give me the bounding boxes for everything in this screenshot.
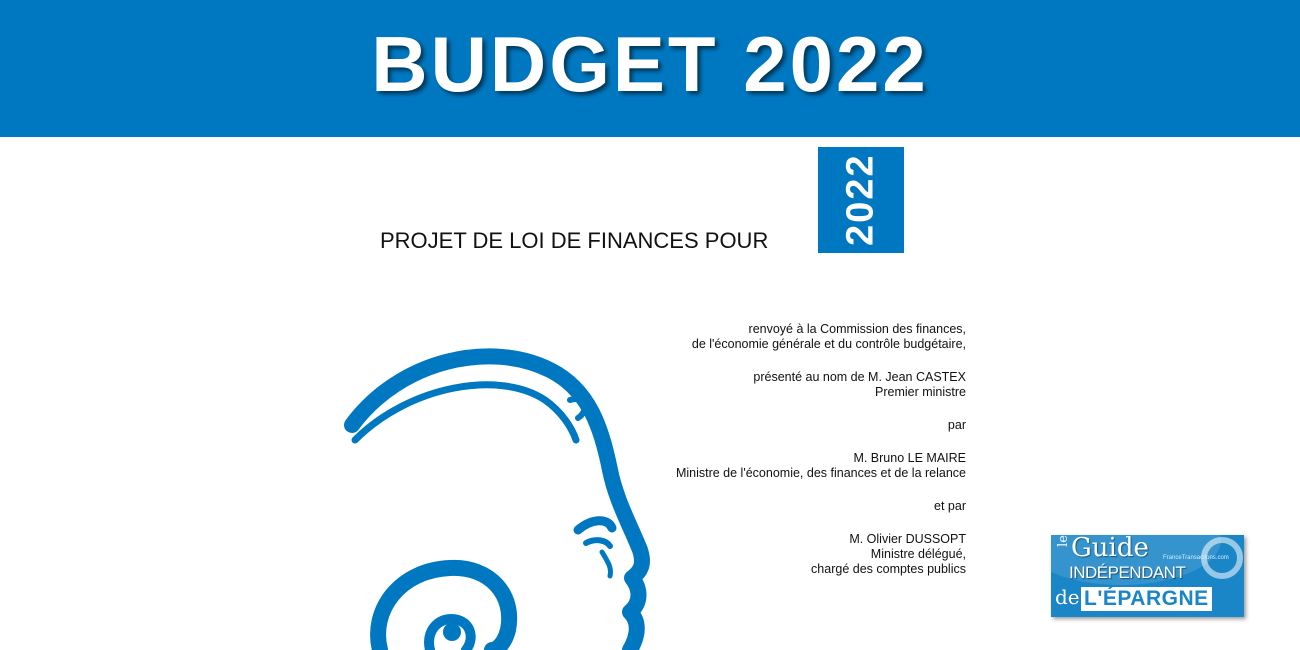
marianne-profile-icon — [340, 340, 740, 650]
credits-line: Ministre délégué, — [870, 547, 966, 561]
credits-line: par — [947, 418, 966, 432]
credits-line: présenté au nom de M. Jean CASTEX — [753, 370, 966, 384]
logo-text-site: FranceTransactions.com — [1163, 555, 1229, 561]
guide-epargne-logo[interactable] — [1051, 535, 1244, 617]
logo-text-de: de — [1055, 585, 1080, 609]
credits-line: M. Bruno LE MAIRE — [853, 451, 966, 465]
year-box — [818, 147, 904, 253]
header-banner — [0, 0, 1300, 137]
logo-text-independant: INDÉPENDANT — [1069, 563, 1186, 582]
credits-line: M. Olivier DUSSOPT — [849, 532, 966, 546]
credits-line: chargé des comptes publics — [811, 562, 966, 576]
year-label: 2022 — [839, 153, 882, 247]
logo-text-guide: Guide — [1071, 535, 1149, 563]
credits-line: et par — [934, 499, 966, 513]
logo-text-le: le — [1056, 535, 1071, 547]
credits-line: renvoyé à la Commission des finances, — [748, 322, 966, 336]
logo-text-epargne: L'ÉPARGNE — [1081, 587, 1212, 611]
credits-line: de l'économie générale et du contrôle budgétaire, — [691, 337, 966, 351]
document-title: PROJET DE LOI DE FINANCES POUR — [380, 228, 769, 253]
banner-title: BUDGET 2022 — [371, 20, 929, 108]
credits-line: Ministre de l'économie, des finances et de la relance — [675, 466, 966, 480]
credits-line: Premier ministre — [875, 385, 966, 399]
